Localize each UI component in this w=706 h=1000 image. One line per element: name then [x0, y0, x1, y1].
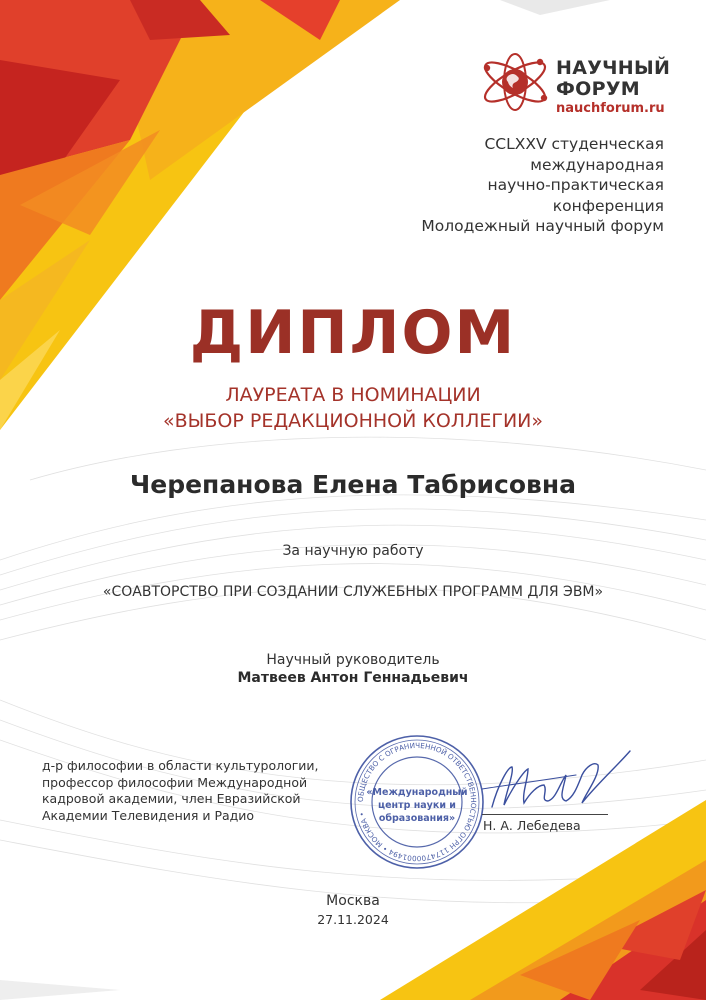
- conference-line: научно-практическая: [487, 176, 664, 194]
- conference-line: CCLXXV студенческая: [484, 135, 664, 153]
- stamp-center-line2: центр науки и: [378, 800, 456, 811]
- supervisor-label: Научный руководитель: [266, 652, 440, 668]
- logo-title-line1: НАУЧНЫЙ: [556, 57, 671, 79]
- signer-description-line: д-р философии в области культурологии,: [42, 758, 319, 773]
- stamp-center-line1: «Международный: [366, 787, 468, 798]
- signer-description-line: кадровой академии, член Евразийской: [42, 791, 301, 806]
- diploma-subtitle: [0, 382, 706, 434]
- atom-globe-icon: [478, 52, 552, 112]
- signature-line: [482, 814, 608, 815]
- work-label: За научную работу: [282, 543, 424, 559]
- conference-line: Молодежный научный форум: [421, 217, 664, 235]
- stamp-center-line3: образования»: [378, 813, 456, 824]
- organization-stamp: [348, 733, 486, 871]
- subtitle-line1: ЛАУРЕАТА В НОМИНАЦИИ: [225, 384, 481, 406]
- work-title: «СОАВТОРСТВО ПРИ СОЗДАНИИ СЛУЖЕБНЫХ ПРОГРАММ ДЛЯ ЭВМ»: [102, 584, 604, 600]
- conference-line: международная: [530, 155, 664, 174]
- stamp-ring-text: ОБЩЕСТВО С ОГРАНИЧЕННОЙ ОТВЕТСТВЕННОСТЬЮ ОГРН 1174700001494 • МОСКВА •: [355, 740, 479, 864]
- conference-line: конференция: [552, 196, 664, 215]
- supervisor-name: Матвеев Антон Геннадьевич: [237, 670, 469, 686]
- conference-info: [344, 134, 664, 237]
- issue-date: 27.11.2024: [317, 912, 389, 927]
- diploma-title: ДИПЛОМ: [189, 298, 517, 368]
- signer-description-line: профессор философии Международной: [42, 774, 308, 790]
- signer-description: [42, 758, 362, 824]
- logo-title: [556, 58, 696, 100]
- recipient-name: Черепанова Елена Табрисовна: [130, 470, 576, 499]
- logo-title-line2: ФОРУМ: [556, 78, 640, 100]
- handwritten-signature: [478, 745, 638, 817]
- logo-url: nauchforum.ru: [556, 101, 665, 116]
- signer-name: Н. А. Лебедева: [483, 818, 581, 833]
- signer-description-line: Академии Телевидения и Радио: [42, 807, 255, 823]
- city: Москва: [326, 893, 380, 909]
- subtitle-line2: «ВЫБОР РЕДАКЦИОННОЙ КОЛЛЕГИИ»: [162, 410, 544, 432]
